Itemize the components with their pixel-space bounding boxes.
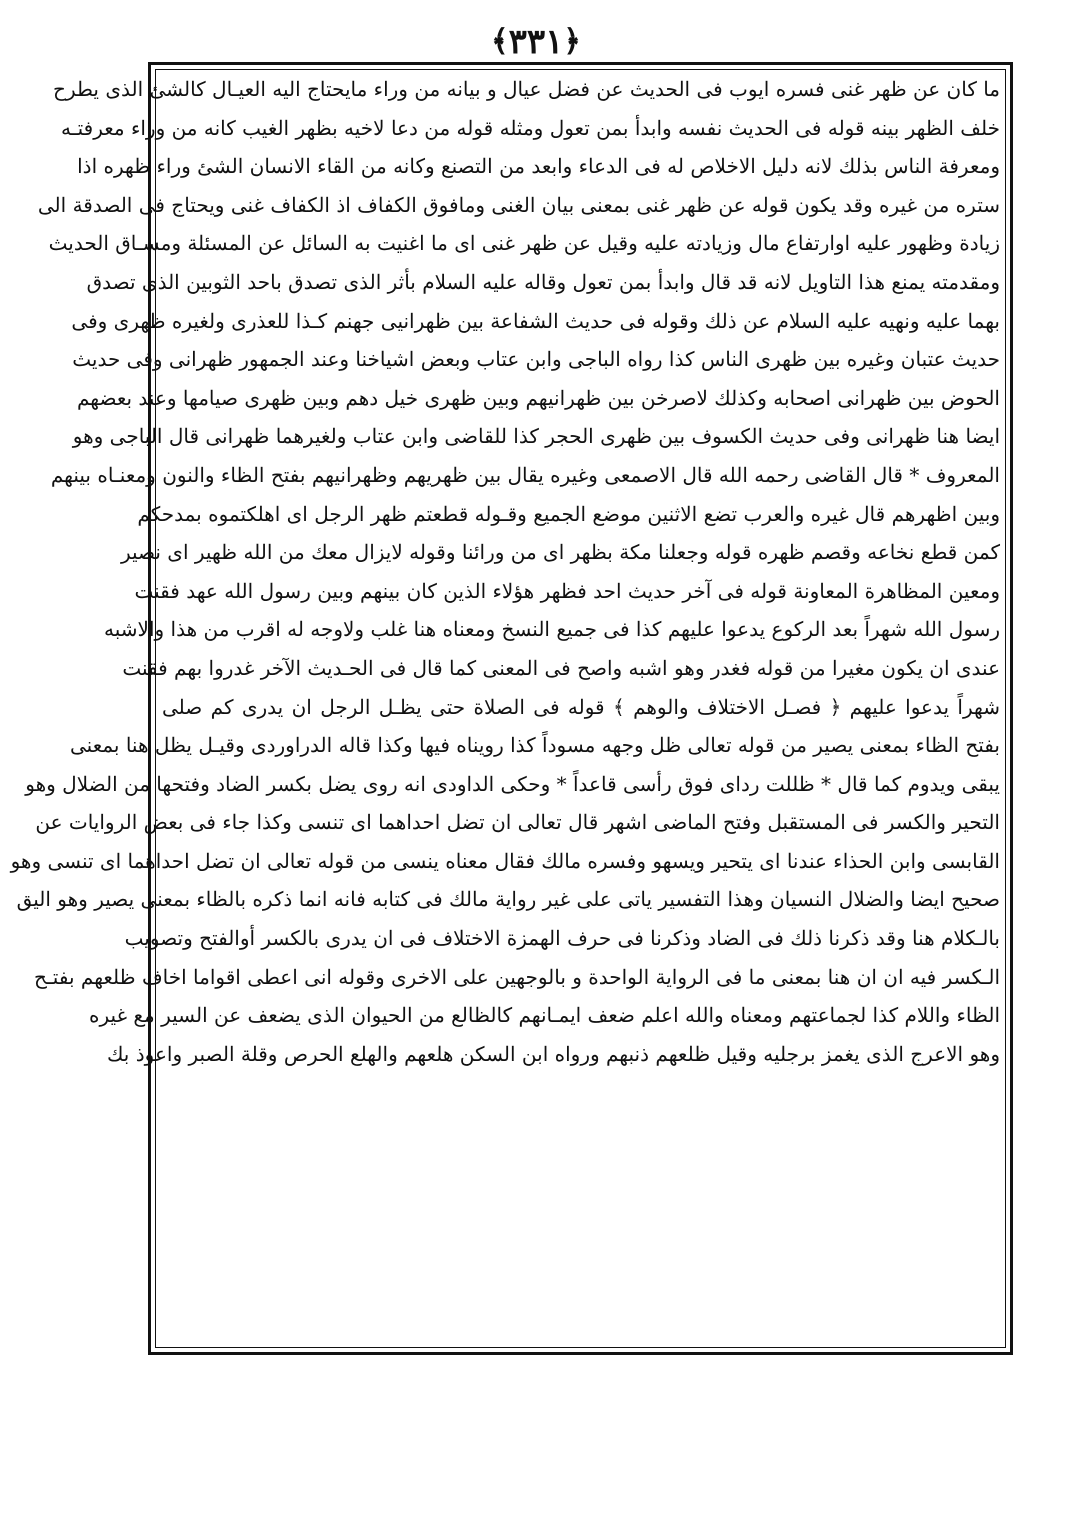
- text-line: الحوض بين ظهرانى اصحابه وكذلك لاصرخن بين ظهرانيهم وبين ظهرى خيل دهم وبين ظهرى صيامها وعند بعضهم: [76, 385, 1000, 410]
- text-line: بالـكلام هنا وقد ذكرنا ذلك فى الضاد وذكرنا فى حرف الهمزة الاختلاف فى ان يدرى بالكسر أوالفتح وتصويب: [124, 926, 1000, 951]
- right-brace-ornament: ﴾: [491, 24, 509, 59]
- text-line: خلف الظهر بينه قوله فى الحديث نفسه وابدأ بمن تعول ومثله قوله من دعا لاخيه بظهر الغيب كانه من وراء معرفتـه: [61, 115, 1000, 140]
- text-line: الظاء واللام كذا لجماعتهم ومعناه والله اعلم ضعف ايمـانهم كالظالع من الحيوان الذى يضعف عن السير مع غيره: [89, 1003, 1000, 1028]
- text-line: وهو الاعرج الذى يغمز برجليه وقيل ظلعهم ذنبهم ورواه ابن السكن هلعهم والهلع الحرص وقلة الصبر واعوذ بك: [106, 1041, 1000, 1066]
- text-line: ستره من غيره وقد يكون قوله عن ظهر غنى بمعنى بيان الغنى ومافوق الكفاف اذ الكفاف غنى ويحتاج فى الصدقة الى: [37, 192, 1000, 217]
- left-brace-ornament: ﴿: [563, 24, 581, 59]
- text-line: ومقدمته يمنع هذا التاويل لانه قد قال وابدأ بمن تعول وقاله عليه السلام بأثر الذى تصدق باحد الثوبين الذى تصدق: [86, 269, 1000, 294]
- text-line: المعروف * قال القاضى رحمه الله قال الاصمعى وغيره يقال بين ظهريهم وظهرانيهم بفتح الظاء والنون ومعنـاه بينهم: [50, 462, 1000, 487]
- text-line: بهما عليه ونهيه عليه السلام عن ذلك وقوله فى حديث الشفاعة بين ظهرانيى جهنم كـذا للعذرى ولغيره ظهرى وفى: [71, 308, 1000, 333]
- text-line: حديث عتبان وغيره بين ظهرى الناس كذا رواه الباجى وابن عتاب وبعض اشياخنا وعند الجمهور ظهرانى وفى حديث: [72, 347, 1000, 372]
- text-line: عندى ان يكون مغيرا من قوله فغدر وهو اشبه واصح فى المعنى كما قال فى الحـديث الآخر غدروا بهم فقنت: [122, 655, 1000, 680]
- text-line: صحيح ايضا والضلال النسيان وهذا التفسير ياتى على غير رواية مالك فى كتابه فانه انما ذكره بالظاء بمعنى يصير وهو اليق: [16, 887, 1000, 912]
- section-heading-line: شهراً يدعوا عليهم ﴿ فصـل الاختلاف والوهم ﴾ قوله فى الصلاة حتى يظـل الرجل ان يدرى كم صلى: [162, 694, 1000, 719]
- text-line: ومعين المظاهرة المعاونة قوله فى آخر حديث احد فظهر هؤلاء الذين كان بينهم وبين رسول الله عهد فقنت: [134, 578, 1000, 603]
- text-line: الـكسر فيه ان ان هنا بمعنى ما فى الرواية الواحدة و بالوجهين على الاخرى وقوله انى اعطى اقواما اخاف ظلعهم بفتـح: [34, 964, 1000, 989]
- text-line: يبقى ويدوم كما قال * ظللت رداى فوق رأسى قاعداً * وحكى الداودى انه روى يضل بكسر الضاد وفتحها من الضلال وهو: [25, 771, 1000, 796]
- text-body: [10, 70, 1000, 1345]
- page-number: [0, 22, 1072, 62]
- text-line: التحير والكسر فى المستقبل وفتح الماضى اشهر قال تعالى ان تضل احداهما اى تنسى وكذا جاء فى بعض الروايات عن: [35, 810, 1000, 835]
- text-line: القابسى وابن الحذاء عندنا اى يتحير ويسهو وفسره مالك فقال معناه ينسى من قوله تعالى ان تضل احداهما اى تنسى وهو: [10, 848, 1000, 873]
- text-line: وبين اظهرهم قال غيره والعرب تضع الاثنين موضع الجميع وقـوله قطعتم ظهر الرجل اى اهلكتموه بمدحكم: [137, 501, 1000, 526]
- text-line: كمن قطع نخاعه وقصم ظهره قوله وجعلنا مكة بظهر اى من ورائنا وقوله لايزال معك من الله ظهير اى نصير: [120, 540, 1000, 565]
- page-number-text: ٣٣١: [508, 22, 564, 62]
- text-line: ايضا هنا ظهرانى وفى حديث الكسوف بين ظهرى الحجر كذا للقاضى وابن عتاب ولغيرهما ظهرانى قال الباجى وهو: [72, 424, 1000, 449]
- text-line: رسول الله شهراً بعد الركوع يدعوا عليهم كذا فى جميع النسخ ومعناه هنا غلب ولاوجه له اقرب من هذا والاشبه: [104, 617, 1000, 642]
- text-line: ومعرفة الناس بذلك لانه دليل الاخلاص له فى الدعاء وابعد من التصنع وكانه من القاء الانسان الشئ وراء ظهره اذا: [77, 154, 1000, 179]
- text-line: ما كان عن ظهر غنى فسره ايوب فى الحديث عن فضل عيال و بيانه من وراء مايحتاج اليه العيـال كالشئ الذى يطرح: [53, 77, 1000, 101]
- text-line: بفتح الظاء بمعنى يصير من قوله تعالى ظل وجهه مسوداً كذا رويناه فيها وكذا قاله الدراوردى وقيـل يظل هنا بمعنى: [70, 733, 1000, 758]
- text-line: زيادة وظهور عليه اوارتفاع مال وزيادته عليه وقيل عن ظهر غنى اى ما اغنيت به السائل عن المسئلة ومسـاق الحديث: [48, 231, 1000, 256]
